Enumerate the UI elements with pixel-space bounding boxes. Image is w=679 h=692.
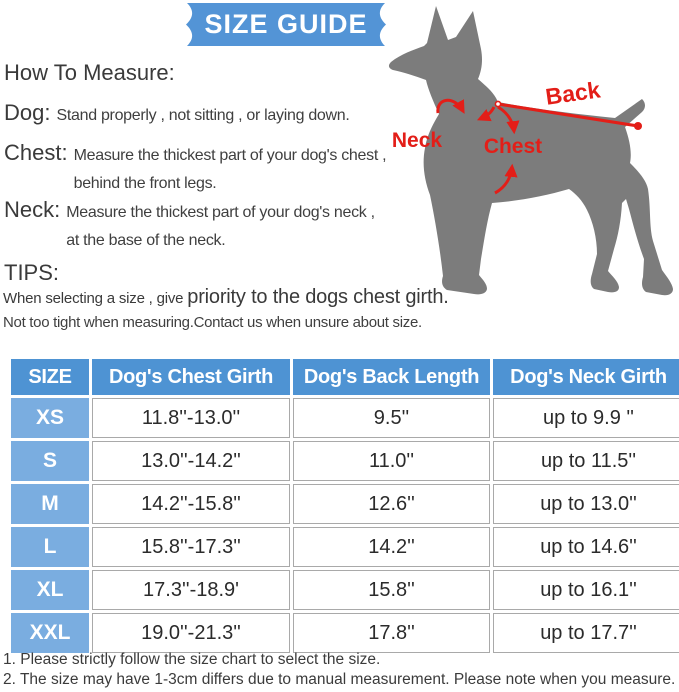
header-size: SIZE xyxy=(11,359,89,395)
chest-instruction-line2: behind the front legs. xyxy=(73,175,217,192)
chest-girth-cell: 19.0''-21.3'' xyxy=(92,613,290,653)
header-neck-girth: Dog's Neck Girth xyxy=(493,359,679,395)
size-cell: M xyxy=(11,484,89,524)
neck-girth-cell: up to 13.0'' xyxy=(493,484,679,524)
size-cell: XXL xyxy=(11,613,89,653)
table-row xyxy=(11,484,679,524)
table-row xyxy=(11,527,679,567)
neck-girth-cell: up to 9.9 '' xyxy=(493,398,679,438)
back-length-cell: 14.2'' xyxy=(293,527,490,567)
neck-instruction-line1: Measure the thickest part of your dog's neck , xyxy=(66,204,375,221)
dog-measurement-diagram xyxy=(379,0,679,320)
note-1: 1. Please strictly follow the size chart to select the size. xyxy=(3,651,381,668)
table-row xyxy=(11,570,679,610)
neck-girth-cell: up to 16.1'' xyxy=(493,570,679,610)
tips-heading: TIPS: xyxy=(4,260,60,285)
back-length-cell: 17.8'' xyxy=(293,613,490,653)
note-2: 2. The size may have 1-3cm differs due to manual measurement. Please note when you measure. xyxy=(3,671,676,688)
neck-instruction-line2: at the base of the neck. xyxy=(66,232,226,249)
chest-girth-cell: 15.8''-17.3'' xyxy=(92,527,290,567)
size-cell: XL xyxy=(11,570,89,610)
chest-girth-cell: 14.2''-15.8'' xyxy=(92,484,290,524)
neck-label: Neck xyxy=(391,129,443,152)
table-row xyxy=(11,398,679,438)
header-chest-girth: Dog's Chest Girth xyxy=(92,359,290,395)
measure-item-dog xyxy=(4,100,350,130)
neck-measure-label: Neck: xyxy=(4,197,61,222)
measure-item-neck xyxy=(4,197,375,255)
measure-item-chest xyxy=(4,140,386,198)
size-cell: L xyxy=(11,527,89,567)
back-length-cell: 12.6'' xyxy=(293,484,490,524)
chest-instruction-line1: Measure the thickest part of your dog's chest , xyxy=(73,147,387,164)
header-back-length: Dog's Back Length xyxy=(293,359,490,395)
dog-label: Dog: xyxy=(4,100,51,125)
chest-label: Chest xyxy=(483,135,543,158)
table-row xyxy=(11,613,679,653)
size-guide-banner xyxy=(177,3,395,46)
dog-instruction: Stand properly , not sitting , or laying down. xyxy=(56,107,350,124)
size-cell: S xyxy=(11,441,89,481)
chest-girth-cell: 13.0''-14.2'' xyxy=(92,441,290,481)
size-chart-table xyxy=(8,356,679,656)
chest-girth-cell: 11.8''-13.0'' xyxy=(92,398,290,438)
tips-line2: Not too tight when measuring.Contact us when unsure about size. xyxy=(3,314,422,331)
tips-line1-emphasis: priority to the dogs chest girth. xyxy=(187,286,449,308)
back-length-cell: 9.5'' xyxy=(293,398,490,438)
size-cell: XS xyxy=(11,398,89,438)
how-to-measure-heading: How To Measure: xyxy=(4,60,175,85)
banner-title: SIZE GUIDE xyxy=(204,9,368,39)
chest-girth-cell: 17.3''-18.9' xyxy=(92,570,290,610)
table-header-row xyxy=(11,359,679,395)
back-length-cell: 15.8'' xyxy=(293,570,490,610)
tips-line1-normal: When selecting a size , give xyxy=(3,290,188,307)
back-length-cell: 11.0'' xyxy=(293,441,490,481)
neck-girth-cell: up to 17.7'' xyxy=(493,613,679,653)
neck-girth-cell: up to 14.6'' xyxy=(493,527,679,567)
tips-line1 xyxy=(3,286,449,309)
back-label: Back xyxy=(543,76,602,110)
table-row xyxy=(11,441,679,481)
footer-notes xyxy=(3,650,675,690)
chest-measure-label: Chest: xyxy=(4,140,68,165)
neck-girth-cell: up to 11.5'' xyxy=(493,441,679,481)
